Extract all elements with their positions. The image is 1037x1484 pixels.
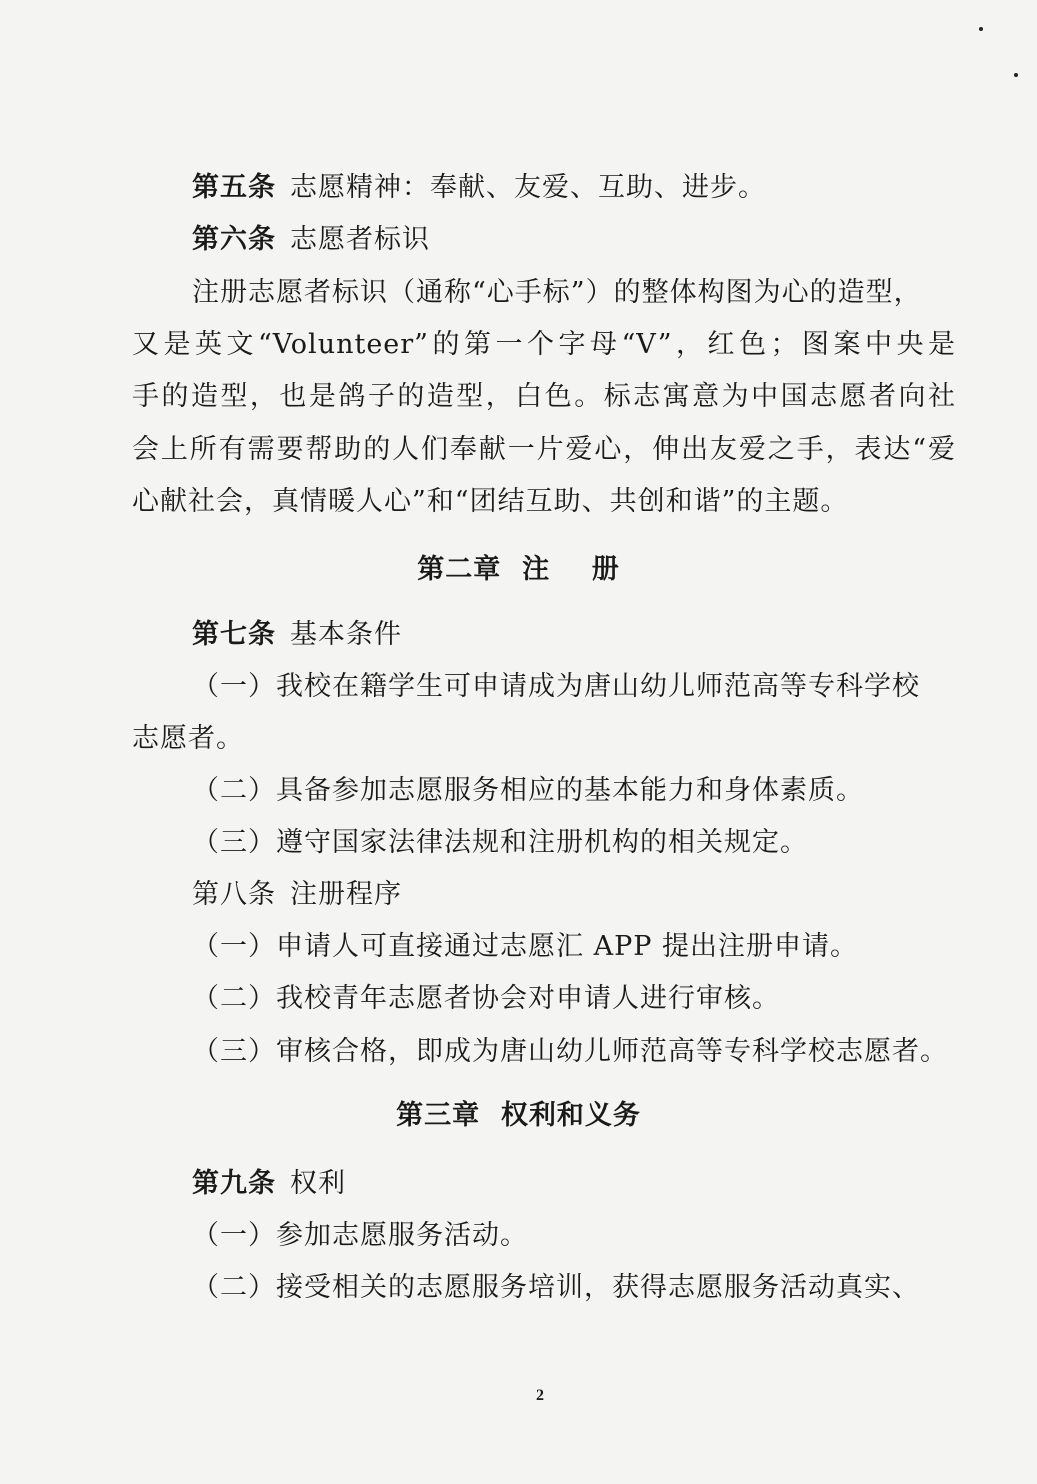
paragraph-line: 会上所有需要帮助的人们奉献一片爱心，伸出友爱之手，表达“爱 (132, 434, 956, 465)
clause-line: （三）审核合格，即成为唐山幼儿师范高等专科学校志愿者。 (192, 1036, 948, 1067)
clause-line: （一）参加志愿服务活动。 (192, 1220, 528, 1251)
article-label: 第六条 (192, 224, 276, 255)
article-text: 志愿精神：奉献、友爱、互助、进步。 (290, 172, 766, 203)
article-5 (0, 170, 1037, 206)
paragraph-line: 又是英文“Volunteer”的第一个字母“V”，红色；图案中央是 (132, 329, 956, 360)
article-text: 基本条件 (290, 619, 402, 650)
paragraph-line: 心献社会，真情暖人心”和“团结互助、共创和谐”的主题。 (132, 486, 849, 517)
article-label: 第九条 (192, 1168, 276, 1199)
chapter-heading: 第二章 注 册 (417, 554, 620, 585)
clause-line: （三）遵守国家法律法规和注册机构的相关规定。 (192, 827, 808, 858)
clause-line: （二）接受相关的志愿服务培训，获得志愿服务活动真实、 (192, 1272, 920, 1303)
article-label: 第七条 (192, 619, 276, 650)
chapter-heading: 第三章 权利和义务 (396, 1100, 641, 1131)
clause-line: （一）我校在籍学生可申请成为唐山幼儿师范高等专科学校 (192, 671, 920, 702)
article-6 (0, 222, 1037, 258)
article-9 (0, 1166, 1037, 1202)
article-text: 注册程序 (290, 879, 402, 910)
paragraph-line: 手的造型，也是鸽子的造型，白色。标志寓意为中国志愿者向社 (132, 381, 956, 412)
article-8 (0, 877, 1037, 913)
scan-speck (1014, 73, 1018, 77)
article-label: 第五条 (192, 172, 276, 203)
article-text: 权利 (290, 1168, 346, 1199)
article-label: 第八条 (192, 879, 276, 910)
paragraph-line: 注册志愿者标识（通称“心手标”）的整体构图为心的造型， (192, 277, 922, 308)
clause-line: （二）具备参加志愿服务相应的基本能力和身体素质。 (192, 775, 864, 806)
article-text: 志愿者标识 (290, 224, 430, 255)
clause-line: 志愿者。 (132, 723, 244, 754)
page-number: 2 (536, 1387, 544, 1404)
scan-speck (979, 27, 983, 31)
clause-line: （一）申请人可直接通过志愿汇 APP 提出注册申请。 (192, 931, 858, 962)
article-7 (0, 617, 1037, 653)
clause-line: （二）我校青年志愿者协会对申请人进行审核。 (192, 983, 780, 1014)
